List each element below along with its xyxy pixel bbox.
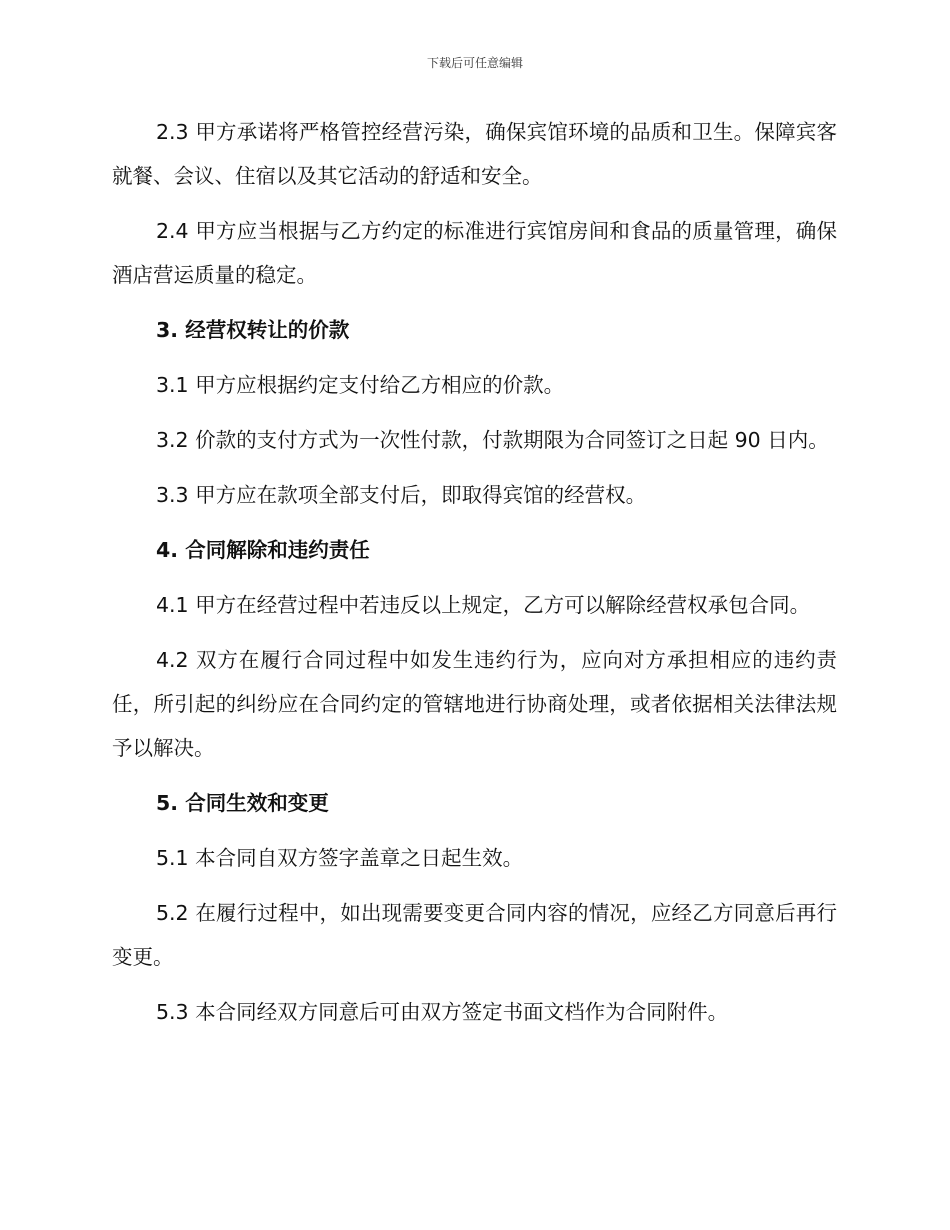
clause-3-3: 3.3 甲方应在款项全部支付后，即取得宾馆的经营权。: [156, 483, 647, 507]
clause-4-1: 4.1 甲方在经营过程中若违反以上规定，乙方可以解除经营权承包合同。: [156, 593, 811, 617]
clause-3-1: 3.1 甲方应根据约定支付给乙方相应的价款。: [156, 373, 565, 397]
clause-2-4: 2.4 甲方应当根据与乙方约定的标准进行宾馆房间和食品的质量管理，确保酒店营运质量的稳定。: [112, 219, 837, 287]
clause-5-3: 5.3 本合同经双方同意后可由双方签定书面文档作为合同附件。: [156, 1000, 729, 1024]
clause-2-3: 2.3 甲方承诺将严格管控经营污染，确保宾馆环境的品质和卫生。保障宾客就餐、会议、住宿以及其它活动的舒适和安全。: [112, 120, 837, 188]
clause-5-2: 5.2 在履行过程中，如出现需要变更合同内容的情况，应经乙方同意后再行变更。: [112, 901, 837, 969]
section-heading-4: 4. 合同解除和违约责任: [156, 538, 370, 562]
clause-3-2: 3.2 价款的支付方式为一次性付款，付款期限为合同签订之日起 90 日内。: [156, 428, 829, 452]
document-body: [112, 110, 837, 1045]
section-heading-5: 5. 合同生效和变更: [156, 791, 329, 815]
section-heading-3: 3. 经营权转让的价款: [156, 318, 350, 342]
clause-5-1: 5.1 本合同自双方签字盖章之日起生效。: [156, 846, 524, 870]
page-header: 下载后可任意编辑: [426, 56, 523, 70]
clause-4-2: 4.2 双方在履行合同过程中如发生违约行为，应向对方承担相应的违约责任，所引起的纠纷应在合同约定的管辖地进行协商处理，或者依据相关法律法规予以解决。: [112, 648, 837, 760]
